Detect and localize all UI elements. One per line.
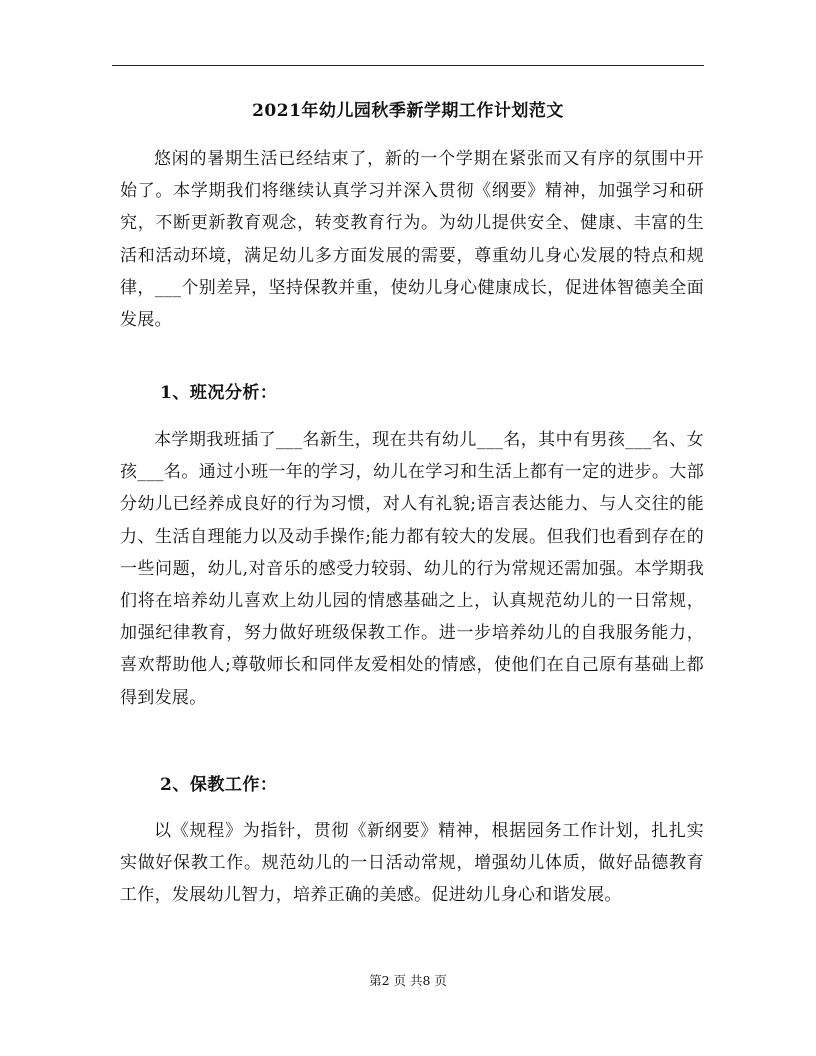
class-analysis-paragraph: 本学期我班插了___名新生，现在共有幼儿___名，其中有男孩___名、女孩___名。通过小班一年的学习，幼儿在学习和生活上都有一定的进步。大部分幼儿已经养成良好的行为习惯，对人有礼貌;语言表达能力、与人交往的能力、生活自理能力以及动手操作;能力都有较大的发展。但我们也看到存在的一些问题，幼儿,对音乐的感受力较弱、幼儿的行为常规还需加强。本学期我们将在培养幼儿喜欢上幼儿园的情感基础之上，认真规范幼儿的一日常规，加强纪律教育，努力做好班级保教工作。进一步培养幼儿的自我服务能力，喜欢帮助他人;尊敬师长和同伴友爱相处的情感，使他们在自己原有基础上都得到发展。 bbox=[120, 430, 704, 708]
section-heading-care-education: 2、保教工作： bbox=[160, 775, 278, 795]
page-footer: 第2 页 共8 页 bbox=[369, 973, 447, 988]
header-rule bbox=[112, 65, 704, 66]
care-education-paragraph: 以《规程》为指针，贯彻《新纲要》精神，根据园务工作计划，扎扎实实做好保教工作。规范幼儿的一日活动常规，增强幼儿体质，做好品德教育工作，发展幼儿智力，培养正确的美感。促进幼儿身心和谐发展。 bbox=[120, 821, 704, 906]
section-heading-class-analysis: 1、班况分析： bbox=[160, 383, 278, 403]
document-title: 2021年幼儿园秋季新学期工作计划范文 bbox=[252, 101, 564, 121]
intro-paragraph: 悠闲的暑期生活已经结束了，新的一个学期在紧张而又有序的氛围中开始了。本学期我们将继续认真学习并深入贯彻《纲要》精神，加强学习和研究，不断更新教育观念，转变教育行为。为幼儿提供安全、健康、丰富的生活和活动环境，满足幼儿多方面发展的需要，尊重幼儿身心发展的特点和规律，___个别差异，坚持保教并重，使幼儿身心健康成长，促进体智德美全面发展。 bbox=[120, 149, 704, 331]
